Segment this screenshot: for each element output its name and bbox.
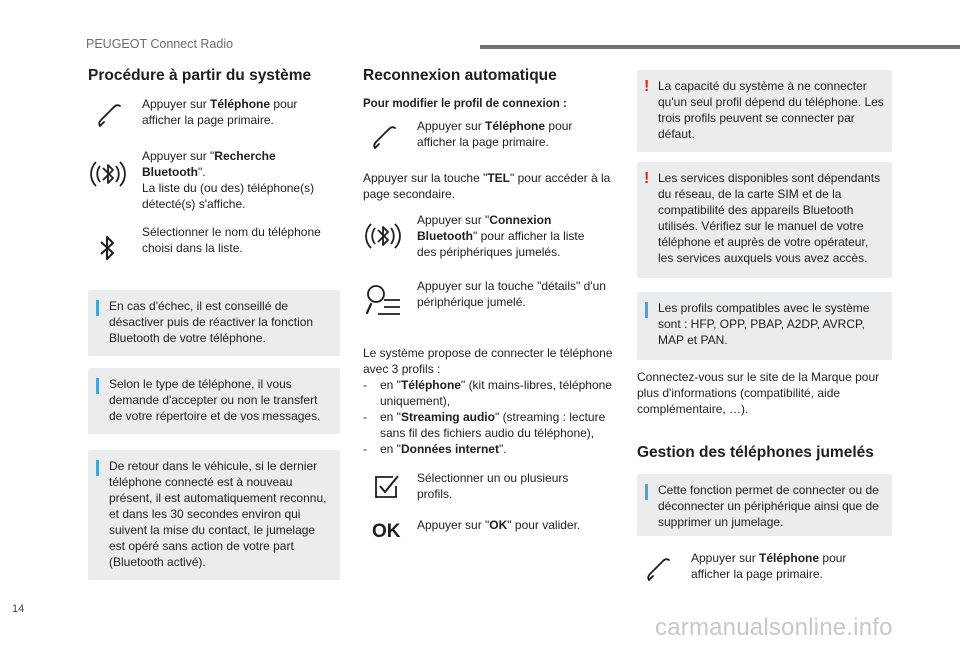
step-ok-text: Appuyer sur "OK" pour valider. (417, 518, 581, 532)
info-bar-icon (96, 300, 99, 316)
info-bar-icon (645, 484, 648, 500)
phone-handset-icon (637, 550, 677, 590)
step-telephone-3 (637, 550, 892, 590)
info-note-fonction (637, 474, 892, 536)
step-telephone-2-text: Appuyer sur Téléphone pour afficher la page primaire. (417, 119, 573, 149)
heading-reconnexion: Reconnexion automatique (363, 67, 557, 84)
step-connexion-text: Appuyer sur "Connexion Bluetooth" pour afficher la liste des périphériques jumelés. (417, 213, 585, 259)
details-search-list-icon (363, 280, 403, 320)
para-connectez-vous: Connectez-vous sur le site de la Marque pour plus d'informations (compatibilité, aide complémentaire, …). (637, 370, 880, 416)
info-note-retour (88, 450, 340, 580)
step-select-profils-text: Sélectionner un ou plusieurs profils. (417, 471, 569, 501)
info-profils-text: Les profils compatibles avec le système sont : HFP, OPP, PBAP, A2DP, AVRCP, MAP et PAN. (658, 301, 870, 347)
info-note-type-telephone (88, 368, 340, 434)
page-number: 14 (12, 603, 25, 615)
ok-icon: OK (372, 521, 401, 542)
step-telephone-2 (363, 118, 615, 158)
warning-icon: ! (644, 78, 650, 95)
phone-handset-icon (88, 96, 128, 136)
warning-icon: ! (644, 170, 650, 187)
step-telephone (88, 96, 340, 136)
heading-gestion: Gestion des téléphones jumelés (637, 444, 874, 461)
para-profils: Le système propose de connecter le téléphone avec 3 profils : (363, 346, 613, 376)
info-note-echec (88, 290, 340, 356)
bluetooth-search-icon (363, 216, 403, 256)
warning-services-text: Les services disponibles sont dépendants du réseau, de la carte SIM et de la compatibilité des appareils Bluetooth utilisés. Vérifiez sur le manuel de votre téléphone et auprès de votre opérateur, les services auxquels vous avez accès. (658, 171, 881, 265)
bluetooth-search-icon (88, 154, 128, 194)
info-bar-icon (645, 302, 648, 318)
warning-capacite-text: La capacité du système à ne connecter qu'un seul profil dépend du téléphone. Les trois profils peuvent se connecter par défaut. (658, 79, 884, 141)
step-telephone-text: Appuyer sur Téléphone pour afficher la page primaire. (142, 97, 298, 127)
step-details (363, 278, 615, 322)
step-select-text: Sélectionner le nom du téléphone choisi dans la liste. (142, 225, 321, 255)
step-select-profils (363, 470, 615, 500)
step-ok (363, 517, 615, 547)
header-bar (480, 45, 960, 49)
info-note-profils (637, 292, 892, 360)
step-select-phone (88, 224, 340, 264)
warning-note-capacite (637, 70, 892, 152)
info-fonction-text: Cette fonction permet de connecter ou de déconnecter un périphérique ainsi que de supprimer un jumelage. (658, 483, 879, 529)
bluetooth-icon (88, 228, 128, 268)
info-note-retour-text: De retour dans le véhicule, si le dernier téléphone connecté est à nouveau présent, il est automatiquement reconnu, et dans les 30 secondes environ qui suivent la mise du contact, le jumelage est opéré sans action de votre part (Bluetooth activé). (109, 459, 327, 569)
watermark: carmanualsonline.info (655, 614, 893, 641)
step-recherche-text: Appuyer sur "Recherche Bluetooth". La liste du (ou des) téléphone(s) détecté(s) s'affiche. (142, 149, 315, 211)
step-details-text: Appuyer sur la touche "détails" d'un périphérique jumelé. (417, 279, 606, 309)
info-note-type-text: Selon le type de téléphone, il vous demande d'accepter ou non le transfert de votre répertoire et de vos messages. (109, 377, 321, 423)
checkbox-check-icon (371, 472, 401, 502)
info-note-echec-text: En cas d'échec, il est conseillé de désactiver puis de réactiver la fonction Bluetooth de votre téléphone. (109, 299, 314, 345)
warning-note-services (637, 162, 892, 278)
step-connexion-bluetooth (363, 212, 615, 262)
info-bar-icon (96, 460, 99, 476)
para-tel: Appuyer sur la touche "TEL" pour accéder à la page secondaire. (363, 171, 611, 201)
heading-procedure: Procédure à partir du système (88, 67, 312, 84)
info-bar-icon (96, 378, 99, 394)
subheading-profil: Pour modifier le profil de connexion : (363, 98, 567, 110)
header-title: PEUGEOT Connect Radio (86, 37, 234, 51)
phone-handset-icon (363, 118, 403, 158)
step-recherche-bluetooth (88, 148, 340, 212)
step-telephone-3-text: Appuyer sur Téléphone pour afficher la page primaire. (691, 551, 847, 581)
